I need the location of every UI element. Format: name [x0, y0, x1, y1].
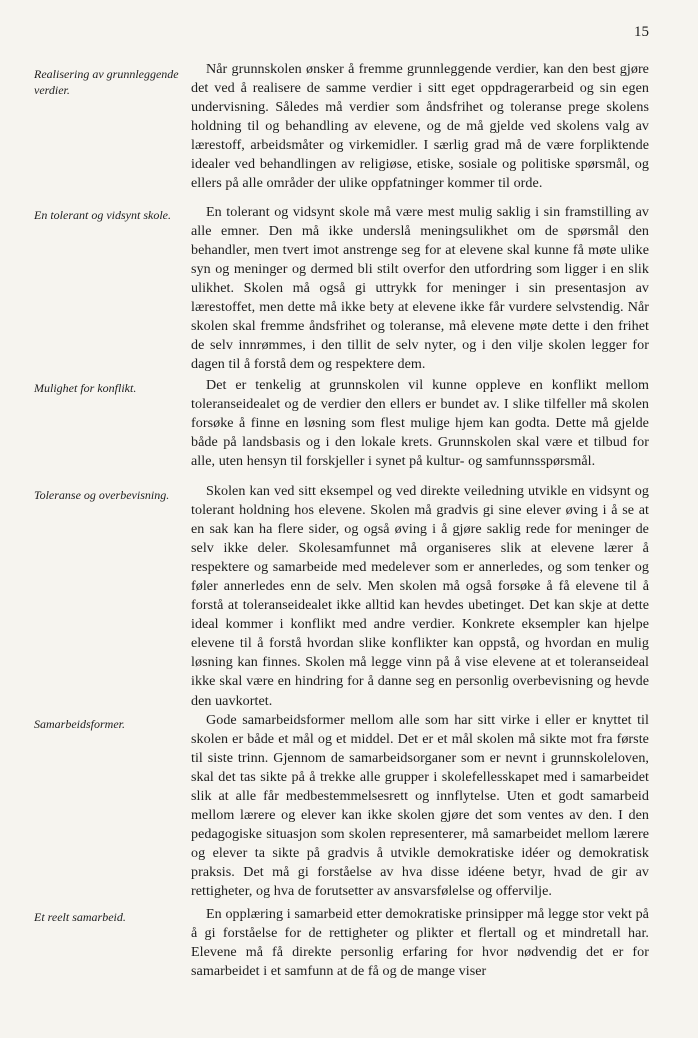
paragraph: Skolen kan ved sitt eksempel og ved direkte veiledning utvikle en vidsynt og tolerant holdning hos elevene. Skolen må gradvis gi sine elever øving i å se at en sak kan ha flere sider, og også øving i å gjøre saklig rede for meninger de selv ikke deler. Skolesamfunnet må organiseres slik at elevene lærer å respektere og samarbeide med medelever som er annerledes, og som tenker og føler annerledes enn de selv. Men skolen må også forsøke å få elevene til å forstå at toleranseidealet ikke alltid kan hevdes ubetinget. Det kan skje at dette ideal kommer i konflikt med andre verdier. Konkrete eksempler kan hjelpe elevene til å forstå hvordan slike konflikter kan oppstå, og hvordan en mulig løsning kan finnes. Skolen må legge vinn på å vise elevene at et toleranseideal ikke skal være en hindring for å danne seg en personlig overbevisning og hevde den uavkortet.: [191, 483, 649, 709]
paragraph: Gode samarbeidsformer mellom alle som har sitt virke i eller er knyttet til skolen er både et mål og et middel. Det er et mål skolen må sikte mot fra første til siste trinn. Gjennom de samarbeidsorganer som er nevnt i grunnskoleloven, skal det tas sikte på å trekke alle grupper i skolefellesskapet med i samarbeidet slik at alle får medbestemmelsesrett og innflytelse. Uten et godt samarbeid mellom lærere og elever kan ikke skolen gjøre det som ventes av den. I den pedagogiske situasjon som skolen representerer, må samarbeidet mellom lærere og elever ta sikte på gradvis å utvikle demokratiske idéer og demokratisk praksis. Det må gi forståelse av hva disse idéene betyr, hvad de gir av rettigheter, og hva de forutsetter av ansvarsfølelse og offervilje.: [191, 712, 649, 900]
margin-note: Samarbeidsformer.: [34, 717, 126, 731]
paragraph: Det er tenkelig at grunnskolen vil kunne oppleve en konflikt mellom toleranseidealet og de verdier den ellers er bundet av. I slike tilfeller må skolen forsøke å finne en løsning som flest mulige hjem kan godta. Dette må gjelde både på landsbasis og i den lokale krets. Grunnskolen skal være et tilbud for alle, uten hensyn til forskjeller i synet på kultur- og samfunnsspørsmål.: [191, 377, 649, 470]
margin-note: Realisering av grunnleggende verdier.: [34, 67, 179, 97]
paragraph: En tolerant og vidsynt skole må være mest mulig saklig i sin framstilling av alle emner. Den må ikke underslå meningsulikhet om de spørsmål den behandler, men tvert imot anstrenge seg for at elevene skal kunne få møte ulike syn og meninger og dermed bli stilt overfor den utfordring som ligger i en slik ulikhet. Skolen må også gi uttrykk for meninger i sin presentasjon av lærestoffet, men dette må ikke bety at elevene ikke får vurdere selvstendig. Når skolen skal fremme åndsfrihet og toleranse, må elevene møte dette i den frihet de selv innrømmes, i den tillit de selv nyter, og i den vilje skolen legger for dagen til å forstå dem og respektere dem.: [191, 204, 649, 373]
margin-note: En tolerant og vidsynt skole.: [34, 208, 171, 222]
margin-note: Mulighet for konflikt.: [34, 381, 137, 395]
paragraph: Når grunnskolen ønsker å fremme grunnleggende verdier, kan den best gjøre det ved å realisere de samme verdier i sitt eget oppdragerarbeid og sin egen undervisning. Således må verdier som åndsfrihet og toleranse prege skolens holdning til og behandling av elevene, og de må gjelde ved skolens valg av lærestoff, arbeidsmåter og virkemidler. I særlig grad må de være forpliktende idealer ved behandlingen av religiøse, etiske, sosiale og politiske spørsmål, og ellers på alle områder der ulike oppfatninger kommer til orde.: [191, 61, 649, 192]
margin-note: Toleranse og overbevisning.: [34, 488, 170, 502]
paragraph: En opplæring i samarbeid etter demokratiske prinsipper må legge stor vekt på å gi forståelse for de rettigheter og plikter et flertall og et mindretall har. Elevene må få direkte personlig erfaring for hvor nødvendig det er for samarbeidet i et samfunn at de få og de mange viser: [191, 906, 649, 980]
page-number: 15: [634, 24, 649, 40]
margin-note: Et reelt samarbeid.: [34, 910, 126, 924]
